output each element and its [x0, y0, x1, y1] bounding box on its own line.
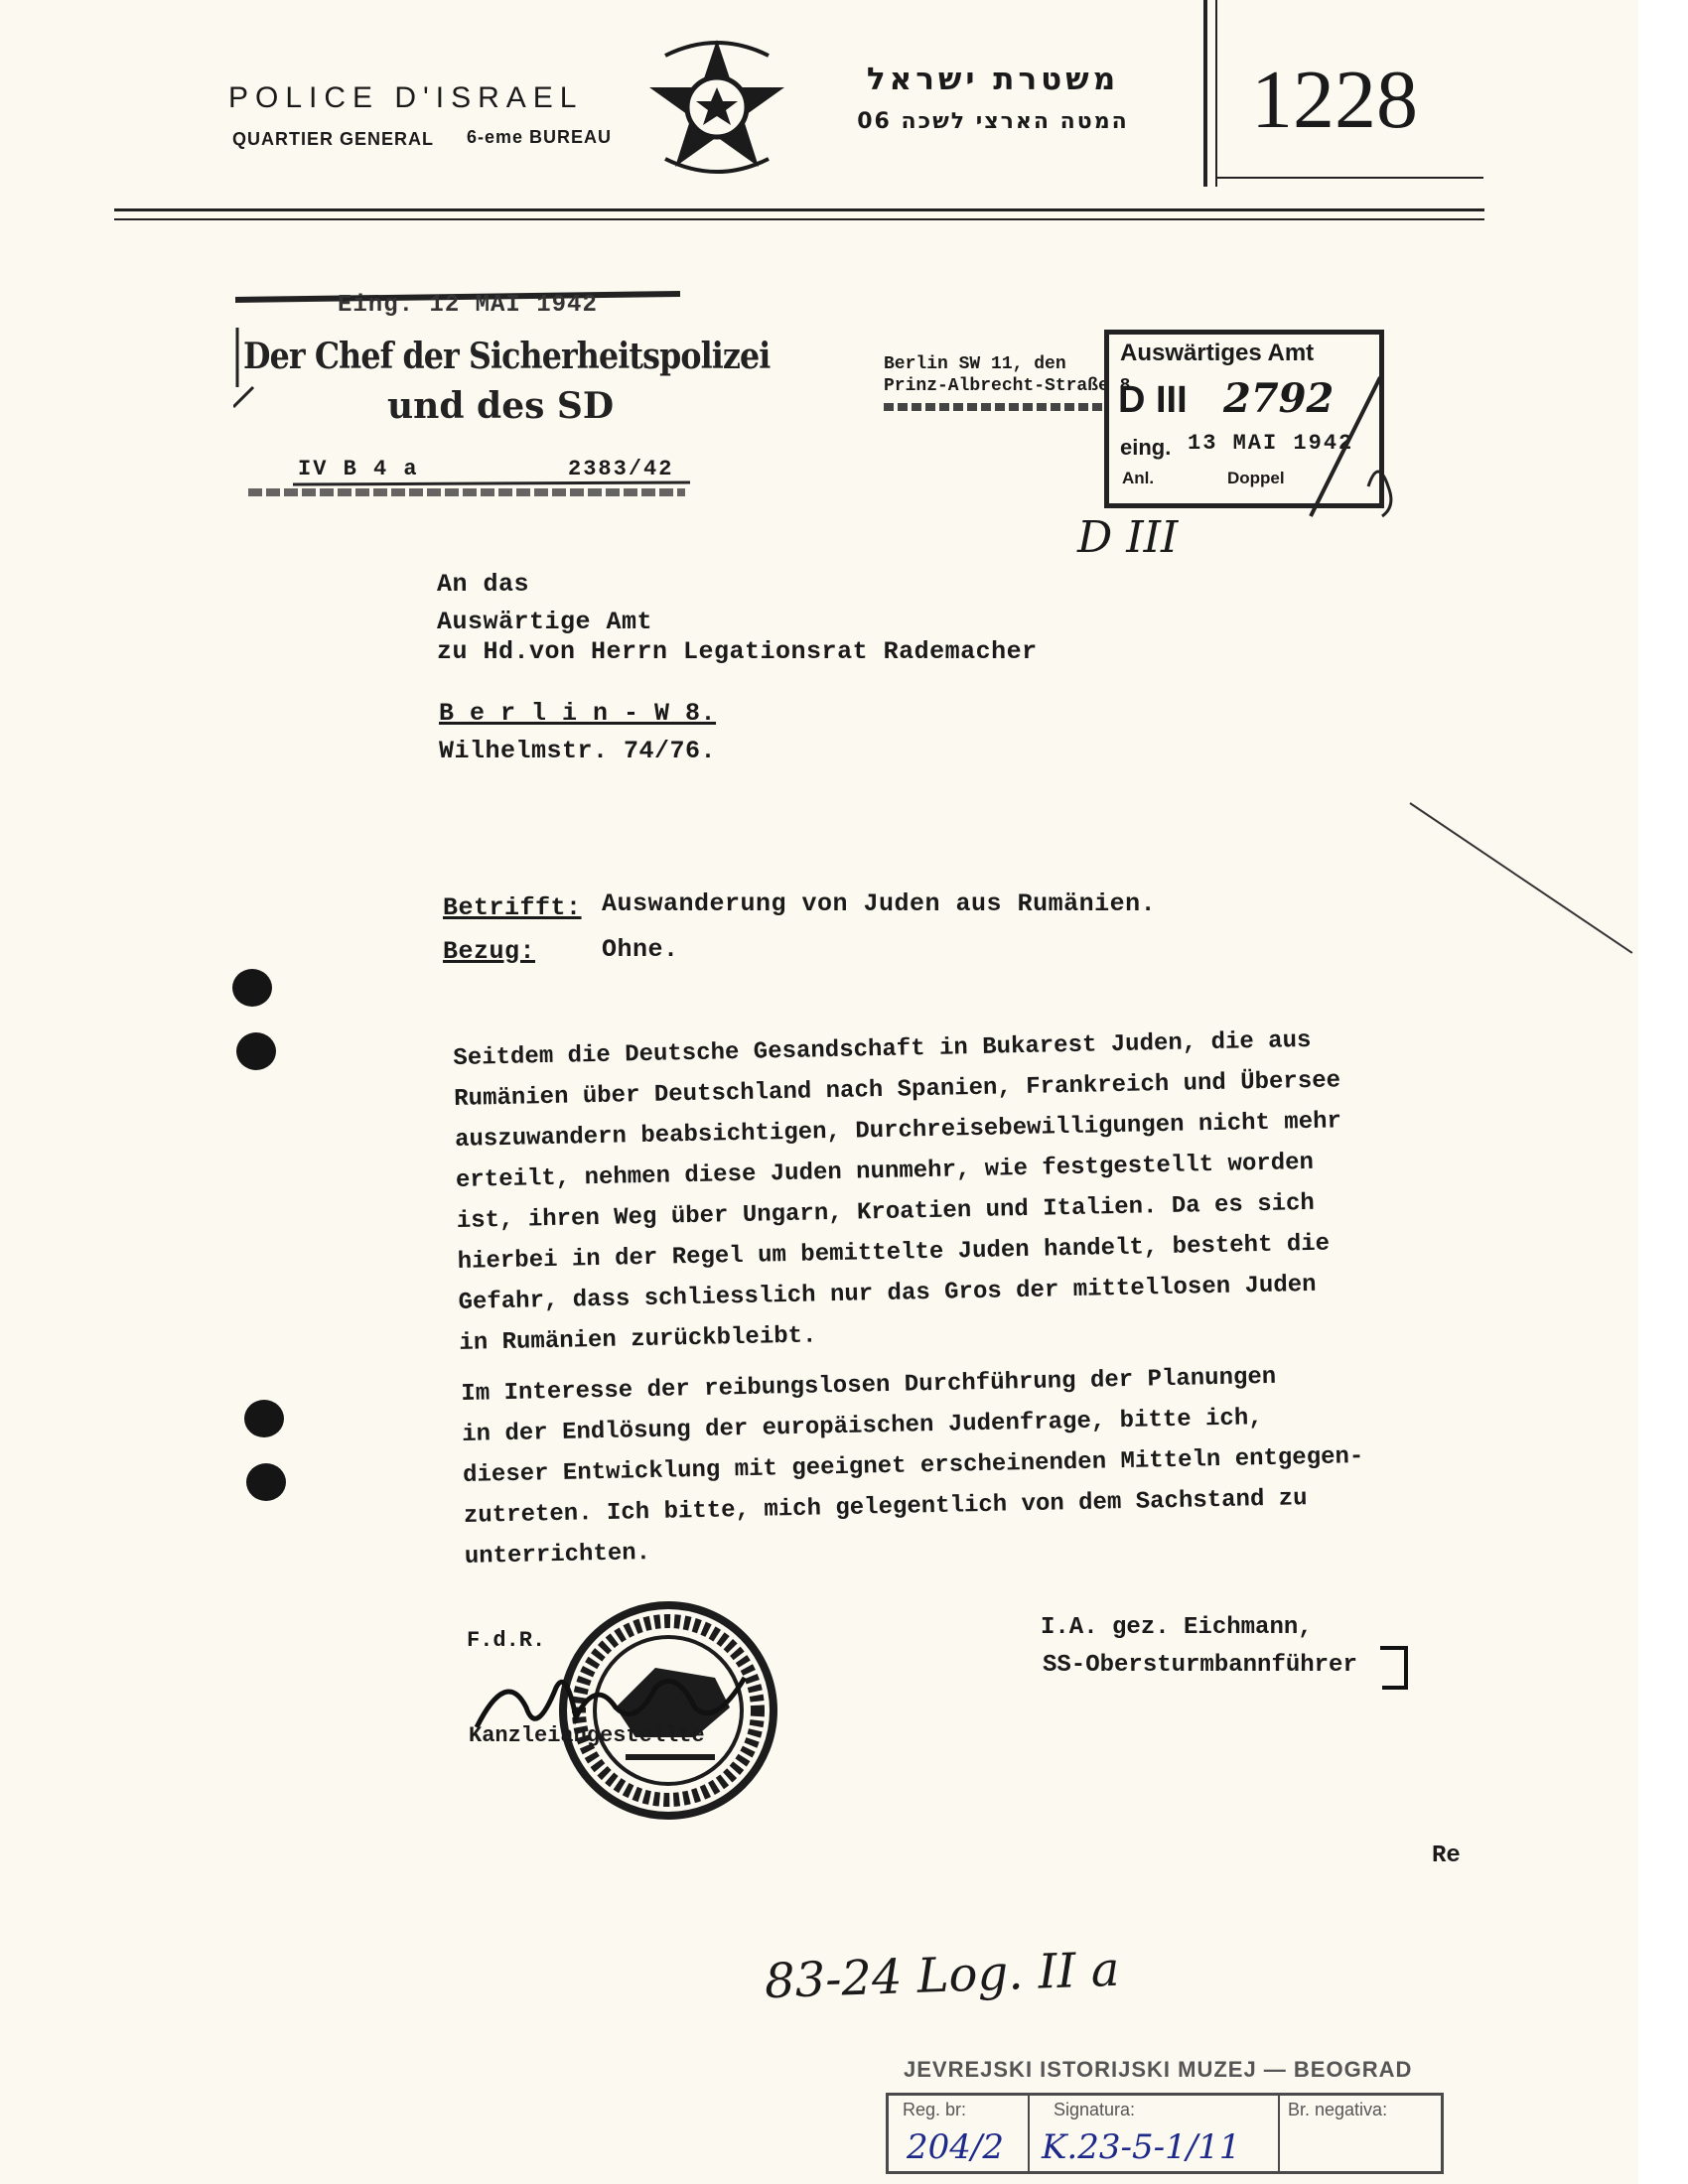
- recipient-line-2: Auswärtige Amt: [437, 608, 653, 636]
- reference-label: Bezug:: [443, 937, 536, 966]
- punch-hole: [244, 1400, 284, 1437]
- reference-text: Ohne.: [602, 935, 679, 964]
- berlin-address-line2: Prinz-Albrecht-Straße 8: [884, 376, 1131, 396]
- handwritten-entry-number: 2792: [1223, 375, 1335, 422]
- signatura-label: Signatura:: [1054, 2100, 1136, 2119]
- recipient-street: Wilhelmstr. 74/76.: [439, 737, 717, 765]
- header-rule: [114, 218, 1484, 220]
- bracket-mark: [1376, 1644, 1416, 1694]
- foreign-office-title: Auswärtiges Amt: [1120, 340, 1315, 366]
- stamp-ref-number: 2383/42: [568, 457, 674, 481]
- reg-number-cell: [889, 2096, 1030, 2171]
- recipient-city: B e r l i n - W 8.: [439, 699, 717, 728]
- document-number: 1228: [1251, 54, 1418, 146]
- police-org-title-hebrew: משטרת ישראל: [866, 62, 1120, 97]
- berlin-address: [884, 353, 1130, 411]
- punch-hole: [246, 1463, 286, 1501]
- header-divider: [1203, 0, 1207, 187]
- fdr-label: F.d.R.: [467, 1628, 546, 1653]
- body-line: dieser Entwicklung mit geeignet erscheinenden Mitteln entgegen-: [462, 1442, 1364, 1489]
- header-rule: [1215, 177, 1483, 179]
- stamp-ref-code: IV B 4 a: [298, 457, 419, 481]
- punch-hole: [236, 1032, 276, 1070]
- recipient-line-1: An das: [437, 570, 530, 599]
- hq-label-hebrew: המטה הארצי לשכה 06: [857, 109, 1129, 134]
- stamp-fine-print: [248, 488, 685, 496]
- body-line: Im Interesse der reibungslosen Durchführung der Planungen: [461, 1363, 1277, 1408]
- stamp-received-date: Eing. 12 MAI 1942: [338, 292, 598, 319]
- handwritten-dept-mark: D III: [1077, 512, 1179, 563]
- signatura-value: K.23-5-1/11: [1042, 2127, 1241, 2167]
- body-line: Seitdem die Deutsche Gesandschaft in Bukarest Juden, die aus: [453, 1026, 1312, 1072]
- header-divider: [1215, 0, 1217, 187]
- body-line: Gefahr, dass schliesslich nur das Gros der mittellosen Juden: [458, 1271, 1317, 1316]
- received-date: 13 MAI 1942: [1188, 431, 1354, 456]
- scan-margin: [1638, 0, 1688, 2184]
- received-label: eing.: [1120, 435, 1172, 460]
- body-paragraph-1: [453, 1017, 1482, 1363]
- stamp-sd-title: und des SD: [387, 385, 615, 427]
- subject-text: Auswanderung von Juden aus Rumänien.: [602, 889, 1157, 918]
- punch-hole: [232, 969, 272, 1007]
- signature-cell: [1028, 2096, 1280, 2171]
- negative-cell: [1278, 2096, 1441, 2171]
- museum-name: JEVREJSKI ISTORIJSKI MUZEJ — BEOGRAD: [904, 2057, 1413, 2082]
- body-line: zutreten. Ich bitte, mich gelegentlich von dem Sachstand zu: [463, 1485, 1308, 1530]
- body-line: auszuwandern beabsichtigen, Durchreisebewilligungen nicht mehr: [454, 1108, 1342, 1154]
- body-line: unterrichten.: [464, 1540, 651, 1570]
- reg-number-label: Reg. br:: [903, 2100, 967, 2119]
- negative-label: Br. negativa:: [1288, 2100, 1388, 2119]
- typist-initial: Re: [1432, 1843, 1461, 1869]
- signer-rank: SS-Obersturmbannführer: [1043, 1652, 1357, 1679]
- header-rule: [114, 208, 1484, 211]
- subject-label: Betrifft:: [443, 893, 582, 922]
- police-org-title: POLICE D'ISRAEL: [228, 81, 584, 114]
- body-line: in Rumänien zurückbleibt.: [459, 1322, 817, 1357]
- body-paragraph-2: [461, 1352, 1487, 1577]
- body-line: Rumänien über Deutschland nach Spanien, Frankreich und Übersee: [454, 1067, 1341, 1113]
- recipient-line-3: zu Hd.von Herrn Legationsrat Rademacher: [437, 637, 1038, 666]
- quartier-general-label: QUARTIER GENERAL: [232, 129, 435, 149]
- address-fine-print: [884, 403, 1102, 411]
- attachments-label: Anl.: [1122, 469, 1155, 487]
- bureau-label: 6-eme BUREAU: [467, 127, 613, 147]
- police-star-emblem: [645, 36, 789, 185]
- berlin-address-line1: Berlin SW 11, den: [884, 354, 1066, 374]
- body-line: ist, ihren Weg über Ungarn, Kroatien und Italien. Da es sich: [456, 1189, 1316, 1235]
- department-code: D III: [1118, 379, 1188, 421]
- signed-by: I.A. gez. Eichmann,: [1041, 1614, 1313, 1641]
- handwritten-archive-note: 83-24 Log. II a: [764, 1941, 1121, 2010]
- copies-label: Doppel: [1227, 469, 1285, 487]
- stamp-slash-mark: [1271, 367, 1400, 536]
- stamp-chief-title: Der Chef der Sicherheitspolizei: [243, 336, 771, 377]
- stamp-reference: [298, 457, 673, 481]
- body-line: hierbei in der Regel um bemittelte Juden handelt, besteht die: [457, 1230, 1331, 1276]
- kanzlei-label: Kanzleiangestellte: [469, 1723, 705, 1748]
- registration-box: [886, 2093, 1444, 2174]
- body-line: in der Endlösung der europäischen Judenfrage, bitte ich,: [462, 1405, 1263, 1448]
- reg-number-value: 204/2: [907, 2127, 1004, 2167]
- body-line: erteilt, nehmen diese Juden nunmehr, wie festgestellt worden: [455, 1149, 1315, 1194]
